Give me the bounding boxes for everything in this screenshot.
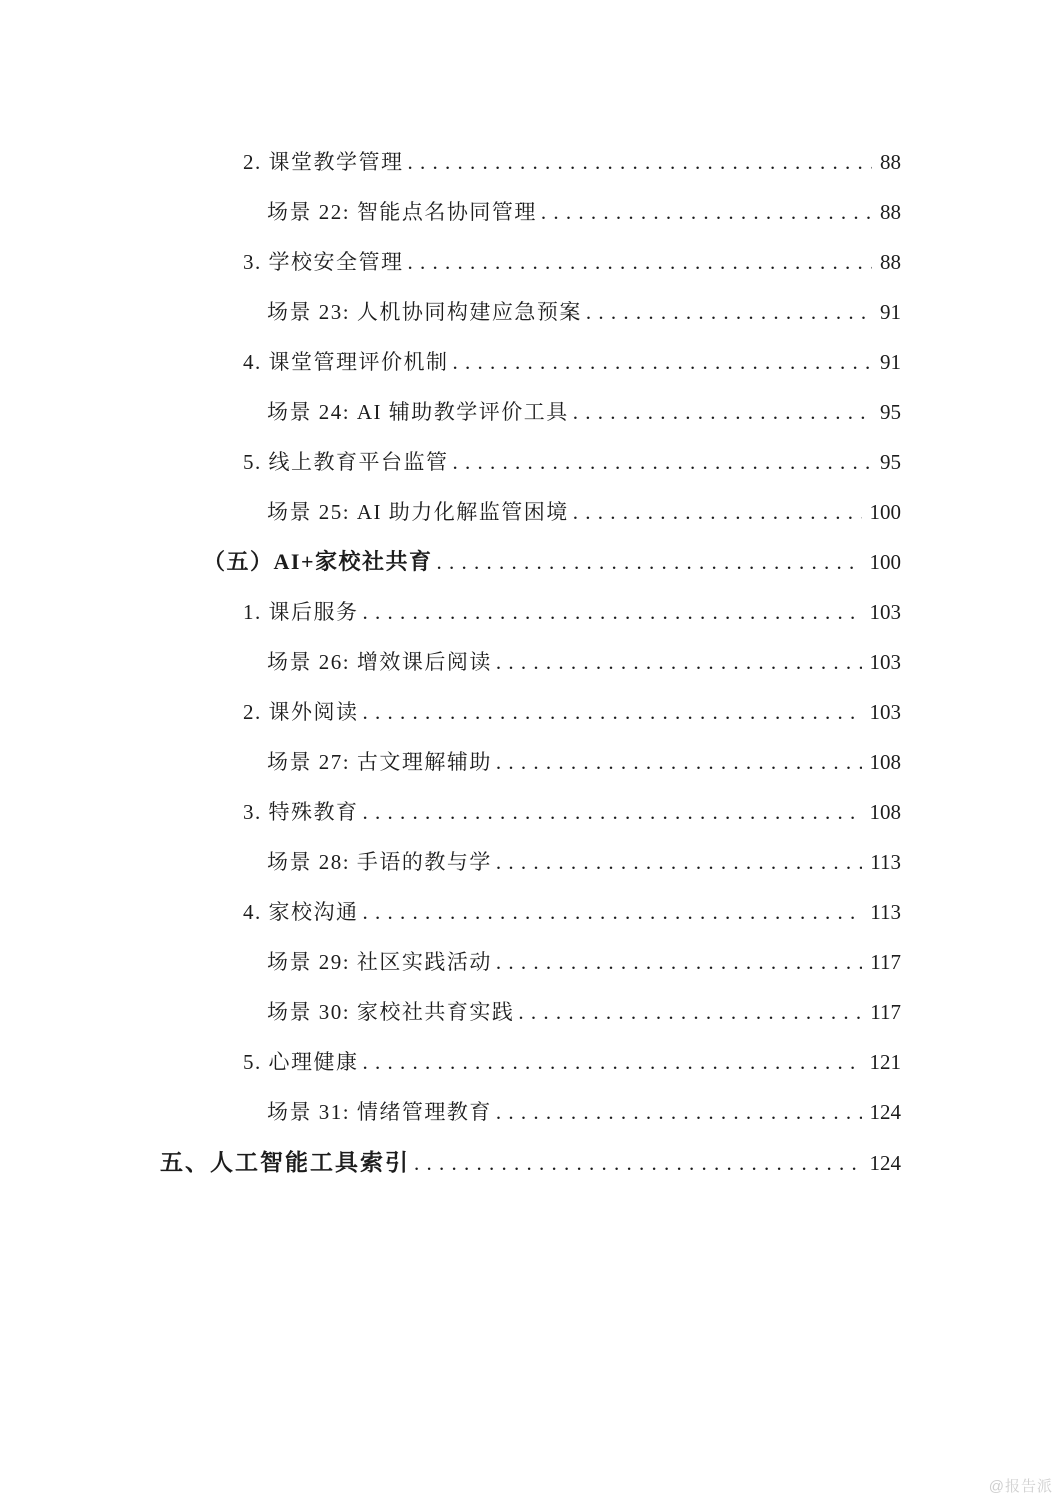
- toc-entry-page: 100: [869, 500, 901, 524]
- toc-entry-label: 3. 学校安全管理: [243, 250, 404, 274]
- toc-entry-label: 2. 课外阅读: [243, 700, 359, 724]
- toc-entry-page: 103: [869, 650, 901, 674]
- toc-leader-dots: [453, 437, 873, 487]
- toc-entry-page: 103: [869, 700, 901, 724]
- toc-entry[interactable]: [160, 1087, 901, 1137]
- toc-entry-label: 场景 24: AI 辅助教学评价工具: [267, 400, 569, 424]
- toc-entry[interactable]: [160, 387, 901, 437]
- toc-entry-label: 场景 27: 古文理解辅助: [267, 750, 492, 774]
- toc-entry-label: 场景 23: 人机协同构建应急预案: [267, 300, 582, 324]
- toc-entry[interactable]: [160, 637, 901, 687]
- toc-entry[interactable]: [160, 537, 901, 587]
- toc-entry-label: 场景 26: 增效课后阅读: [267, 650, 492, 674]
- toc-entry-label: （五）AI+家校社共育: [203, 549, 433, 574]
- toc-entry[interactable]: [160, 937, 901, 987]
- toc-entry-label: 4. 家校沟通: [243, 900, 359, 924]
- toc-entry[interactable]: [160, 287, 901, 337]
- toc-entry-label: 3. 特殊教育: [243, 800, 359, 824]
- toc-entry[interactable]: [160, 837, 901, 887]
- toc-entry[interactable]: [160, 337, 901, 387]
- toc-entry[interactable]: [160, 587, 901, 637]
- toc-entry-page: 91: [880, 350, 901, 374]
- toc-entry[interactable]: [160, 437, 901, 487]
- toc-entry[interactable]: [160, 187, 901, 237]
- toc-leader-dots: [496, 837, 862, 887]
- toc-entry[interactable]: [160, 887, 901, 937]
- toc-entry[interactable]: [160, 737, 901, 787]
- toc-entry-page: 91: [880, 300, 901, 324]
- toc-leader-dots: [414, 1138, 862, 1188]
- toc-entry-page: 100: [869, 550, 901, 574]
- toc-entry-page: 121: [869, 1050, 901, 1074]
- toc-entry[interactable]: [160, 687, 901, 737]
- toc-entry-page: 88: [880, 200, 901, 224]
- toc-leader-dots: [496, 637, 862, 687]
- toc-entry-page: 108: [869, 750, 901, 774]
- toc-entry-label: 场景 25: AI 助力化解监管困境: [267, 500, 569, 524]
- toc-entry-page: 113: [870, 850, 901, 874]
- toc-entry-label: 4. 课堂管理评价机制: [243, 350, 449, 374]
- toc-entry-page: 124: [869, 1100, 901, 1124]
- toc-leader-dots: [363, 587, 862, 637]
- table-of-contents: [160, 137, 901, 1187]
- toc-entry-page: 103: [869, 600, 901, 624]
- toc-leader-dots: [586, 287, 872, 337]
- toc-leader-dots: [363, 687, 862, 737]
- toc-leader-dots: [541, 187, 872, 237]
- toc-entry-label: 场景 30: 家校社共育实践: [267, 1000, 515, 1024]
- toc-entry[interactable]: [160, 987, 901, 1037]
- toc-entry-label: 场景 29: 社区实践活动: [267, 950, 492, 974]
- toc-entry[interactable]: [160, 237, 901, 287]
- toc-entry-page: 113: [870, 900, 901, 924]
- toc-leader-dots: [363, 787, 862, 837]
- toc-leader-dots: [453, 337, 873, 387]
- toc-entry-page: 95: [880, 400, 901, 424]
- toc-entry[interactable]: [160, 787, 901, 837]
- toc-entry-page: 124: [869, 1151, 901, 1175]
- toc-leader-dots: [573, 387, 872, 437]
- toc-entry-page: 117: [870, 1000, 901, 1024]
- toc-entry-label: 2. 课堂教学管理: [243, 150, 404, 174]
- toc-entry[interactable]: [160, 1137, 901, 1187]
- toc-leader-dots: [437, 537, 862, 587]
- toc-entry[interactable]: [160, 487, 901, 537]
- toc-entry-label: 场景 28: 手语的教与学: [267, 850, 492, 874]
- toc-entry-label: 5. 心理健康: [243, 1050, 359, 1074]
- toc-entry[interactable]: [160, 1037, 901, 1087]
- toc-leader-dots: [408, 137, 873, 187]
- toc-leader-dots: [496, 937, 862, 987]
- toc-entry-label: 场景 22: 智能点名协同管理: [267, 200, 537, 224]
- toc-entry-page: 108: [869, 800, 901, 824]
- toc-entry-page: 95: [880, 450, 901, 474]
- toc-leader-dots: [363, 887, 863, 937]
- toc-entry-label: 5. 线上教育平台监管: [243, 450, 449, 474]
- toc-leader-dots: [496, 737, 862, 787]
- toc-leader-dots: [573, 487, 862, 537]
- toc-entry-page: 88: [880, 150, 901, 174]
- toc-entry-label: 五、人工智能工具索引: [160, 1149, 410, 1175]
- toc-entry-page: 88: [880, 250, 901, 274]
- toc-entry[interactable]: [160, 137, 901, 187]
- watermark: @报告派: [988, 1478, 1053, 1495]
- toc-leader-dots: [518, 987, 862, 1037]
- toc-leader-dots: [408, 237, 873, 287]
- toc-entry-page: 117: [870, 950, 901, 974]
- toc-leader-dots: [496, 1087, 862, 1137]
- toc-entry-label: 场景 31: 情绪管理教育: [267, 1100, 492, 1124]
- toc-entry-label: 1. 课后服务: [243, 600, 359, 624]
- toc-leader-dots: [363, 1037, 862, 1087]
